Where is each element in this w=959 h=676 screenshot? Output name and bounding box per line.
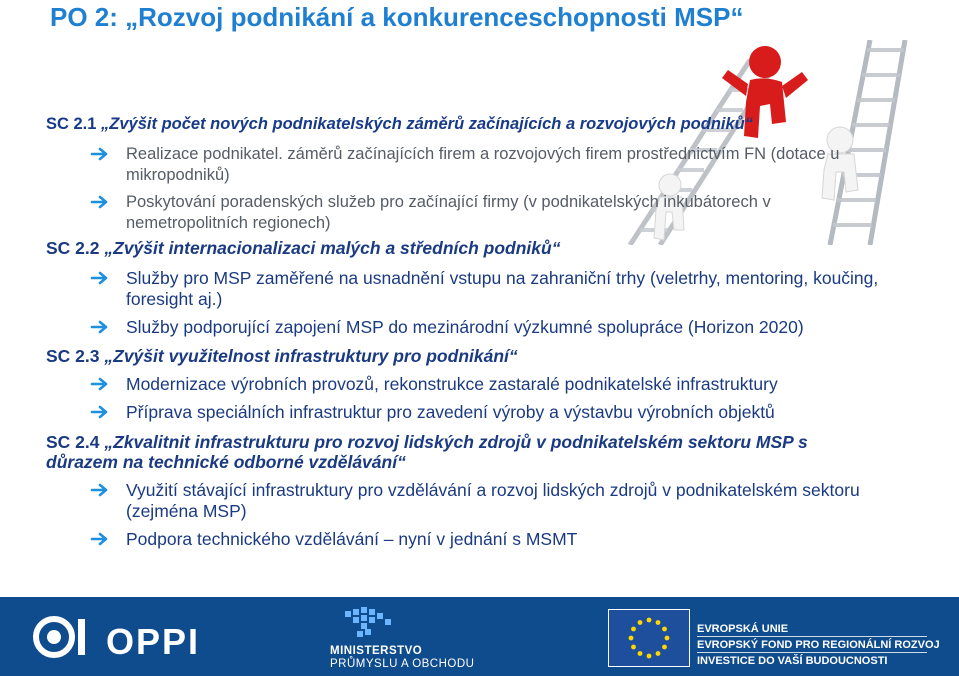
arrow-right-icon — [90, 270, 112, 286]
list-item: Podpora technického vzdělávání – nyní v jednání s MSMT — [90, 529, 890, 550]
list-item: Služby pro MSP zaměřené na usnadnění vstupu na zahraniční trhy (veletrhy, mentoring, koučing, foresight aj.) — [90, 268, 890, 310]
ministry-name-line2: PRŮMYSLU A OBCHODU — [330, 658, 475, 670]
footer-divider — [697, 636, 927, 637]
eu-flag-icon — [608, 609, 690, 667]
arrow-right-icon — [90, 482, 112, 498]
section-heading-2-1: SC 2.1 „Zvýšit počet nových podnikatelských záměrů začínajících a rozvojových podniků“ — [46, 115, 753, 133]
arrow-right-icon — [90, 376, 112, 392]
arrow-right-icon — [90, 531, 112, 547]
list-item: Modernizace výrobních provozů, rekonstrukce zastaralé podnikatelské infrastruktury — [90, 374, 890, 395]
list-item: Využití stávající infrastruktury pro vzdělávání a rozvoj lidských zdrojů v podnikatelském sektoru (zejména MSP) — [90, 480, 890, 522]
section-heading-2-4: SC 2.4 „Zkvalitnit infrastrukturu pro rozvoj lidských zdrojů v podnikatelském sektoru MSP s důrazem na technické odborné vzdělávání“ — [46, 432, 808, 472]
arrow-right-icon — [90, 319, 112, 335]
eu-line-3: INVESTICE DO VAŠÍ BUDOUCNOSTI — [697, 655, 888, 667]
list-item: Realizace podnikatel. záměrů začínajících firem a rozvojových firem prostřednictvím FN (dotace u mikropodniků) — [90, 144, 890, 186]
footer-bar — [0, 597, 959, 676]
eu-line-2: EVROPSKÝ FOND PRO REGIONÁLNÍ ROZVOJ — [697, 639, 940, 651]
ministry-name-line1: MINISTERSTVO — [330, 645, 423, 657]
oppi-logo-icon — [32, 615, 94, 659]
ministry-logo-icon — [335, 603, 415, 643]
arrow-right-icon — [90, 194, 112, 210]
arrow-right-icon — [90, 146, 112, 162]
eu-line-1: EVROPSKÁ UNIE — [697, 623, 789, 635]
footer-divider — [697, 652, 927, 653]
arrow-right-icon — [90, 404, 112, 420]
list-item: Poskytování poradenských služeb pro začínající firmy (v podnikatelských inkubátorech v nemetropolitních regionech) — [90, 192, 890, 234]
page-title: PO 2: „Rozvoj podnikání a konkurenceschopnosti MSP“ — [50, 2, 744, 32]
oppi-logo-text: OPPI — [106, 621, 201, 662]
list-item: Příprava speciálních infrastruktur pro zavedení výroby a výstavbu výrobních objektů — [90, 402, 890, 423]
section-heading-2-2: SC 2.2 „Zvýšit internacionalizaci malých a středních podniků“ — [46, 238, 561, 258]
list-item: Služby podporující zapojení MSP do mezinárodní výzkumné spolupráce (Horizon 2020) — [90, 317, 890, 338]
section-heading-2-3: SC 2.3 „Zvýšit využitelnost infrastruktury pro podnikání“ — [46, 346, 518, 366]
